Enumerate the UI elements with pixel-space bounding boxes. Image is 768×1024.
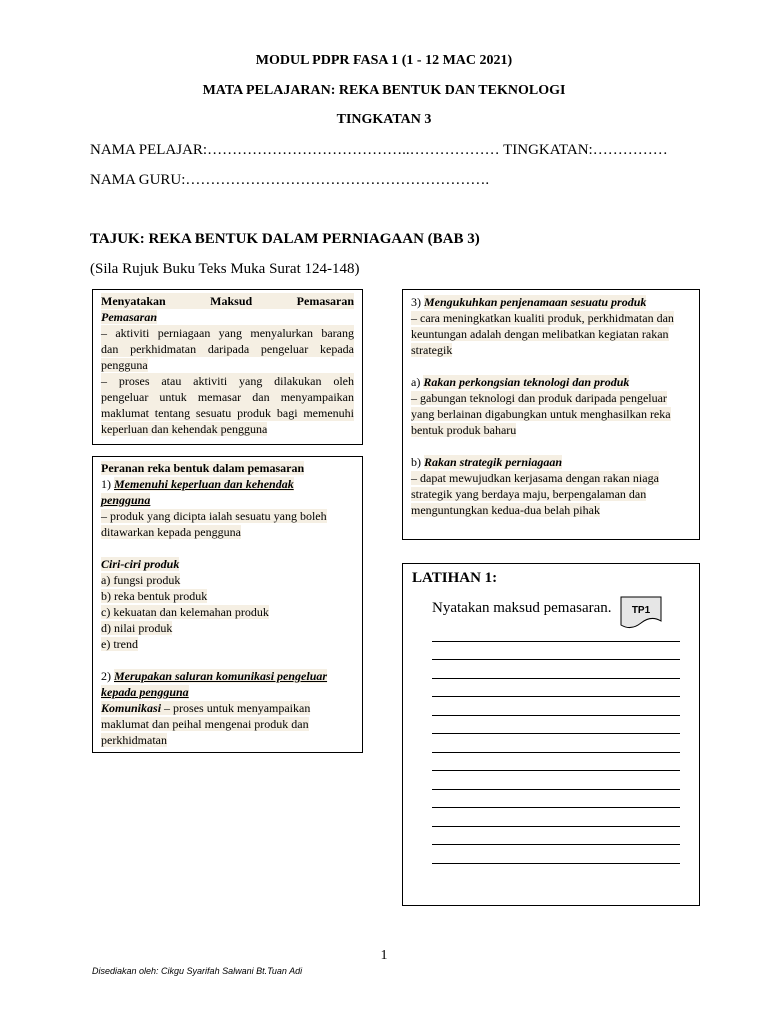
product-feature-item: a) fungsi produk — [101, 573, 181, 587]
answer-line[interactable] — [432, 696, 680, 697]
module-title: MODUL PDPR FASA 1 (1 - 12 MAC 2021) — [255, 53, 513, 68]
item-number: 2) — [101, 669, 111, 683]
communication-term: Komunikasi — [101, 701, 162, 715]
prepared-by-credit: Disediakan oleh: Cikgu Syarifah Salwani Bt.Tuan Adi — [92, 966, 303, 976]
student-name-field[interactable]: NAMA PELAJAR:…………………………………..……………… TINGKATAN:…………… — [90, 142, 668, 158]
item-number: b) — [411, 455, 421, 469]
partner-desc: – gabungan teknologi dan produk daripada pengeluar — [411, 391, 667, 405]
answer-line[interactable] — [432, 844, 680, 845]
definition-text: pengguna — [101, 358, 148, 372]
page-number: 1 — [380, 948, 388, 963]
definition-text: pengeluar untuk memasar dan menyampaikan — [101, 390, 354, 404]
partner-heading: Rakan perkongsian teknologi dan produk — [423, 375, 630, 389]
definition-text: dan perkhidmatan daripada pengeluar kepada — [101, 342, 354, 356]
role-item-title: pengguna — [101, 493, 151, 507]
exercise-box — [402, 563, 700, 906]
partner-heading: Rakan strategik perniagaan — [424, 455, 563, 469]
heading-word: Pemasaran — [296, 294, 354, 308]
partner-desc: strategik yang berdaya maju, berpengalaman dan — [411, 487, 647, 501]
definition-text: keperluan dan kehendak pengguna — [101, 422, 268, 436]
teacher-name-field[interactable]: NAMA GURU:……………………………………………………. — [90, 172, 490, 188]
role-item-title: kepada pengguna — [101, 685, 189, 699]
partner-desc: – dapat mewujudkan kerjasama dengan rakan niaga — [411, 471, 659, 485]
answer-line[interactable] — [432, 752, 680, 753]
definition-text: maklumat tentang sesuatu produk bagi memenuhi — [101, 406, 354, 420]
answer-line[interactable] — [432, 641, 680, 642]
answer-line[interactable] — [432, 826, 680, 827]
definition-box — [92, 289, 363, 445]
tp1-badge-label: TP1 — [631, 605, 651, 616]
item-number: 1) — [101, 477, 111, 491]
communication-desc: – proses untuk menyampaikan — [161, 701, 311, 715]
exercise-title: LATIHAN 1: — [412, 570, 498, 586]
product-feature-item: b) reka bentuk produk — [101, 589, 208, 603]
role-box — [92, 456, 363, 753]
branding-desc: strategik — [411, 343, 453, 357]
item-number: a) — [411, 375, 421, 389]
definition-heading — [101, 293, 354, 309]
definition-text: – aktiviti perniagaan yang menyalurkan barang — [101, 326, 354, 340]
communication-desc: maklumat dan peihal mengenai produk dan — [101, 717, 309, 731]
role-item-desc: ditawarkan kepada pengguna — [101, 525, 241, 539]
partner-desc: bentuk produk baharu — [411, 423, 517, 437]
answer-line[interactable] — [432, 807, 680, 808]
textbook-reference: (Sila Rujuk Buku Teks Muka Surat 124-148) — [90, 261, 360, 277]
branding-desc: keuntungan adalah dengan melibatkan kegiatan rakan — [411, 327, 669, 341]
answer-line[interactable] — [432, 770, 680, 771]
answer-line[interactable] — [432, 659, 680, 660]
answer-line[interactable] — [432, 863, 680, 864]
topic-title: TAJUK: REKA BENTUK DALAM PERNIAGAAN (BAB 3) — [90, 231, 480, 247]
partner-desc: menguntungkan kedua-dua belah pihak — [411, 503, 600, 517]
partner-desc: yang berlainan digabungkan untuk menghasilkan reka — [411, 407, 671, 421]
term-label: Pemasaran — [101, 310, 158, 324]
exercise-question: Nyatakan maksud pemasaran. — [432, 600, 612, 616]
heading-word: Maksud — [210, 294, 253, 308]
branding-box — [402, 289, 700, 540]
product-feature-item: d) nilai produk — [101, 621, 173, 635]
role-item-title: Memenuhi keperluan dan kehendak — [114, 477, 294, 491]
role-item-title: Merupakan saluran komunikasi pengeluar — [114, 669, 328, 683]
answer-line[interactable] — [432, 678, 680, 679]
role-item-desc: – produk yang dicipta ialah sesuatu yang boleh — [101, 509, 327, 523]
branding-heading: Mengukuhkan penjenamaan sesuatu produk — [424, 295, 647, 309]
subject-title: MATA PELAJARAN: REKA BENTUK DAN TEKNOLOGI — [202, 83, 566, 98]
product-feature-item: e) trend — [101, 637, 138, 651]
answer-line[interactable] — [432, 789, 680, 790]
heading-word: Menyatakan — [101, 294, 166, 308]
definition-text: – proses atau aktiviti yang dilakukan oleh — [101, 374, 354, 388]
role-heading: Peranan reka bentuk dalam pemasaran — [101, 461, 305, 475]
item-number: 3) — [411, 295, 421, 309]
answer-line[interactable] — [432, 715, 680, 716]
branding-desc: – cara meningkatkan kualiti produk, perkhidmatan dan — [411, 311, 674, 325]
product-feature-item: c) kekuatan dan kelemahan produk — [101, 605, 269, 619]
communication-desc: perkhidmatan — [101, 733, 167, 747]
tp1-badge — [619, 595, 663, 631]
answer-line[interactable] — [432, 733, 680, 734]
form-level-title: TINGKATAN 3 — [336, 112, 432, 127]
product-features-heading: Ciri-ciri produk — [101, 557, 180, 571]
